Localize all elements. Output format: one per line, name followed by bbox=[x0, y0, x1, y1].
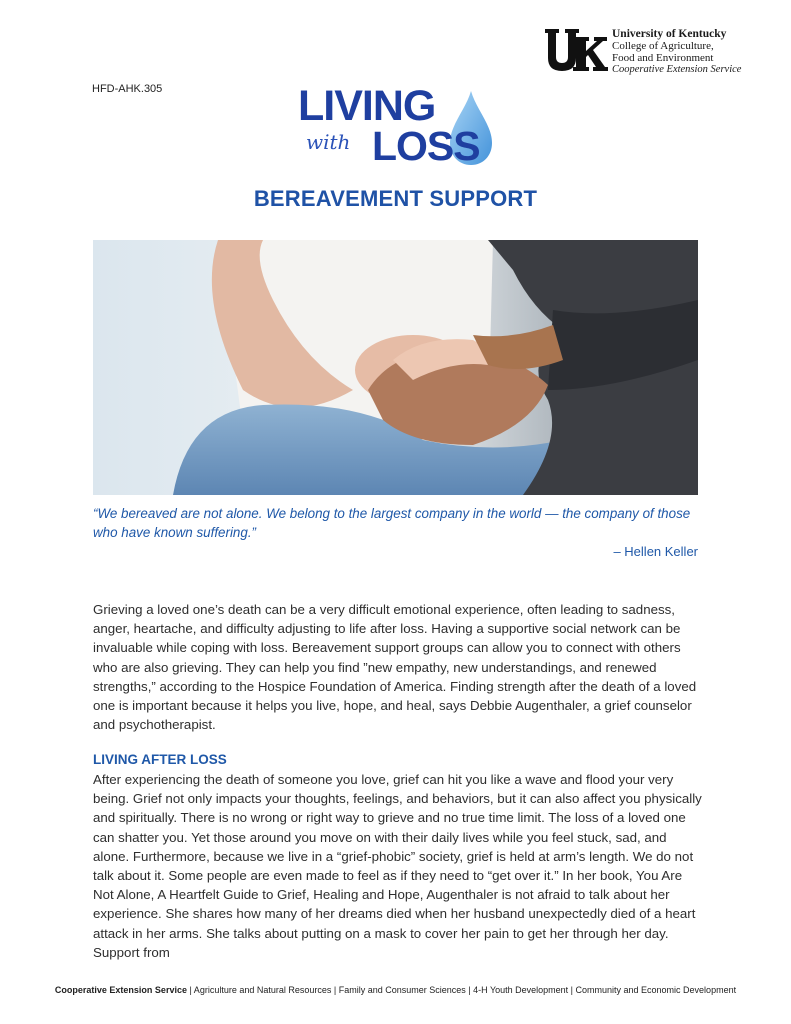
intro-paragraph: Grieving a loved one’s death can be a very difficult emotional experience, often leading to sadness, anger, heartache, and difficulty adjusting to life after loss. Having a supportive social network can be invaluable while coping with loss. Bereavement support groups can allow you to connect with others who are also grieving. They can help you find ”new empathy, new understandings, and renewed strengths,” according to the Hospice Foundation of America. Finding strength after the death of a loved one is important because it helps you live, hope, and heal, says Debbie Augenthaler, a grief counselor and psychotherapist. bbox=[93, 602, 697, 733]
extension-service: Cooperative Extension Service bbox=[612, 64, 742, 75]
keller-quote: “We bereaved are not alone. We belong to the largest company in the world — the company of those who have known suffering.” bbox=[93, 506, 691, 540]
university-name: University of Kentucky bbox=[612, 28, 727, 40]
section-body-paragraph: After experiencing the death of someone you love, grief can hit you like a wave and flood your very being. Grief not only impacts your thoughts, feelings, and behaviors, but it can also affect you physically and spiritually. There is no wrong or right way to grieve and no true time limit. The loss of a loved one can shatter you. Yet those around you move on with their daily lives while you feel stuck, sad, and alone. Furthermore, because we live in a “grief-phobic” society, grief is held at arm’s length. We do not talk about it. Some people are even made to feel as if they need to “get over it.” In her book, You Are Not Alone, A Heartfelt Guide to Grief, Healing and Hope, Augenthaler is not afraid to talk about her experience. She shares how many of her dreams died when her husband unexpectedly died of a heart attack in her arms. She talks about putting on a mask to cover her pain to get her through her day. Support from bbox=[93, 772, 702, 960]
logo-living: LIVING bbox=[298, 82, 436, 130]
college-line-2: Food and Environment bbox=[612, 52, 714, 64]
holding-hands-photo bbox=[93, 240, 698, 495]
university-signature bbox=[612, 28, 741, 76]
logo-with: with bbox=[306, 130, 351, 154]
footer-lead: Cooperative Extension Service bbox=[54, 985, 187, 995]
logo-loss: LOSS bbox=[372, 123, 480, 169]
page-title: BEREAVEMENT SUPPORT bbox=[253, 186, 538, 211]
quote-attribution: – Hellen Keller bbox=[613, 544, 698, 559]
section-heading-living-after-loss: LIVING AFTER LOSS bbox=[93, 752, 227, 767]
document-code: HFD-AHK.305 bbox=[92, 83, 163, 95]
footer-areas: | Agriculture and Natural Resources | Family and Consumer Sciences | 4-H Youth Development | Community and Economic Development bbox=[186, 985, 737, 995]
college-line-1: College of Agriculture, bbox=[612, 40, 714, 52]
footer-program-areas bbox=[0, 985, 791, 995]
uk-logo bbox=[543, 27, 609, 75]
living-with-loss-logo bbox=[296, 82, 506, 170]
